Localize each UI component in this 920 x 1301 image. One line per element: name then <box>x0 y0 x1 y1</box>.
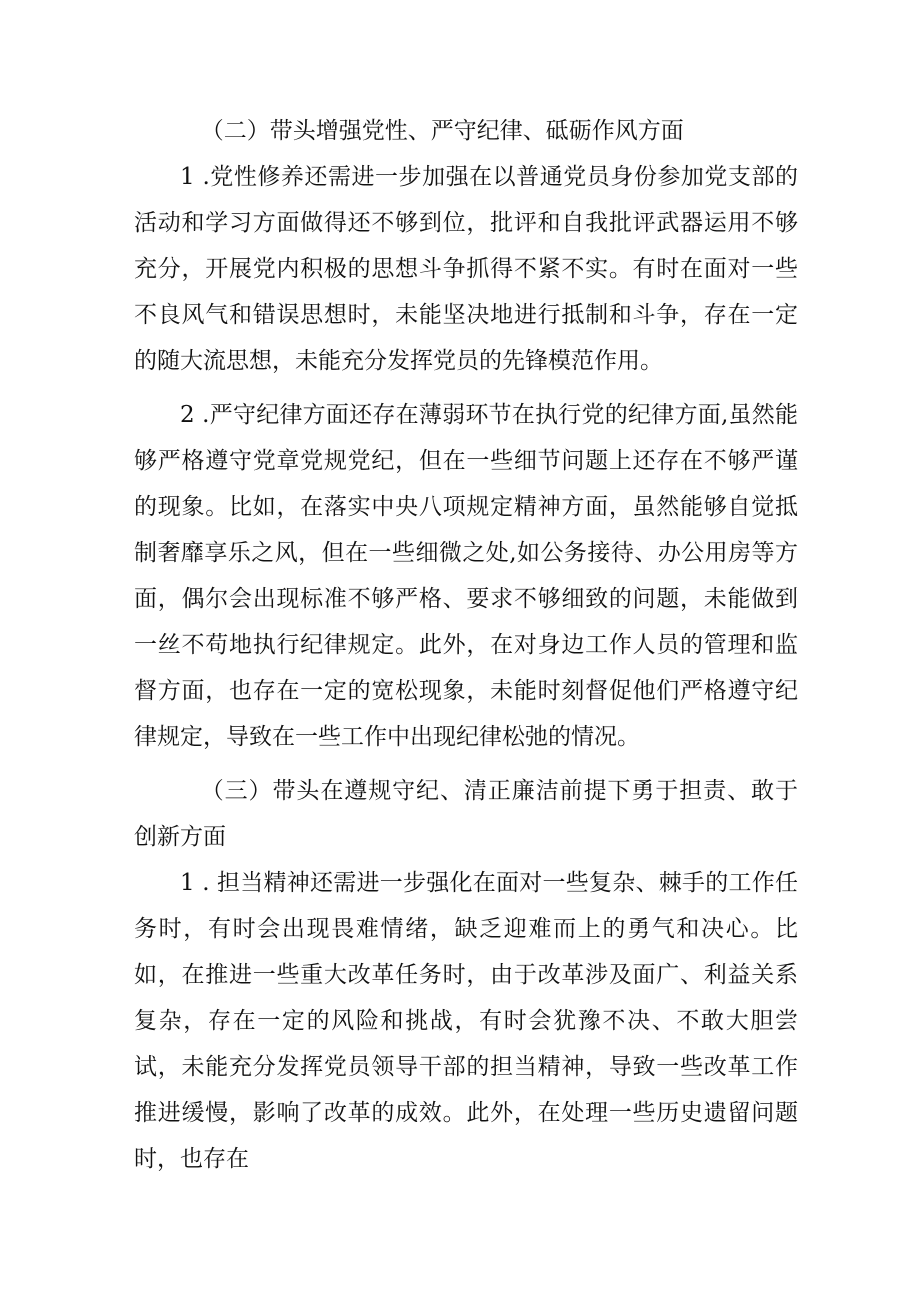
section-heading-3: （三）带头在遵规守纪、清正廉洁前提下勇于担责、敢于创新方面 <box>134 778 798 850</box>
section-heading-2: （二）带头增强党性、严守纪律、砥砺作风方面 <box>200 118 684 144</box>
paragraph-responsibility: 1 . 担当精神还需进一步强化在面对一些复杂、棘手的工作任务时，有时会出现畏难情绪，缺乏迎难而上的勇气和决心。比如，在推进一些重大改革任务时，由于改革涉及面广、利益关系复杂，存在一定的风险和挑战，有时会犹豫不决、不敢大胆尝试，未能充分发挥党员领导干部的担当精神，导致一些改革工作推进缓慢，影响了改革的成效。此外，在处理一些历史遗留问题时，也存在 <box>134 870 798 1172</box>
paragraph-discipline: 2 .严守纪律方面还存在薄弱环节在执行党的纪律方面,虽然能够严格遵守党章党规党纪，但在一些细节问题上还存在不够严谨的现象。比如，在落实中央八项规定精神方面，虽然能够自觉抵制奢靡享乐之风，但在一些细微之处,如公务接待、办公用房等方面，偶尔会出现标准不够严格、要求不够细致的问题，未能做到一丝不苟地执行纪律规定。此外，在对身边工作人员的管理和监督方面，也存在一定的宽松现象，未能时刻督促他们严格遵守纪律规定，导致在一些工作中出现纪律松弛的情况。 <box>134 402 798 750</box>
paragraph-party-spirit: 1 .党性修养还需进一步加强在以普通党员身份参加党支部的活动和学习方面做得还不够到位，批评和自我批评武器运用不够充分，开展党内积极的思想斗争抓得不紧不实。有时在面对一些不良风气和错误思想时，未能坚决地进行抵制和斗争，存在一定的随大流思想，未能充分发挥党员的先锋模范作用。 <box>134 164 798 374</box>
document-body <box>134 108 798 1190</box>
